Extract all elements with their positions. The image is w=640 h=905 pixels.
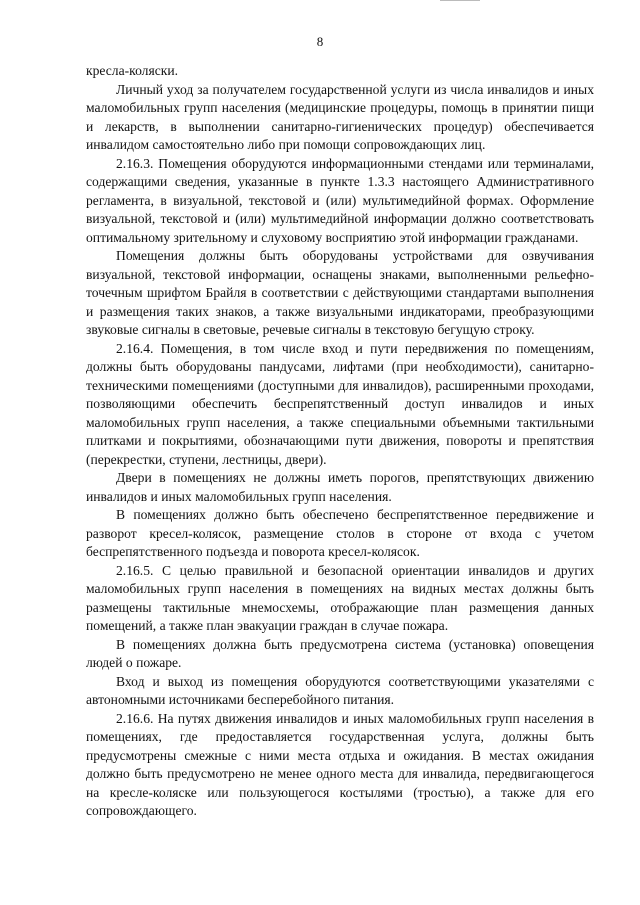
paragraph-2-16-3: 2.16.3. Помещения оборудуются информационными стендами или терминалами, содержащими сведения, указанные в пункте 1.3.3 настоящего Административного регламента, в визуальной, текстовой и (или) мультимедийной формах. Оформление визуальной, текстовой и (или) мультимедийной информации должно соответствовать оптимальному зрительному и слуховому восприятию этой информации гражданами. xyxy=(86,155,594,245)
paragraph: Помещения должны быть оборудованы устройствами для озвучивания визуальной, текстовой информации, оснащены знаками, выполненными рельефно-точечным шрифтом Брайля в соответствии с действующими стандартами выполнения и размещения таких знаков, а также визуальными индикаторами, преобразующими звуковые сигналы в световые, речевые сигналы в текстовую бегущую строку. xyxy=(86,248,594,337)
page-number: 8 xyxy=(316,34,324,49)
paragraph: В помещениях должна быть предусмотрена система (установка) оповещения людей о пожаре. xyxy=(86,636,594,670)
paragraph: Двери в помещениях не должны иметь порогов, препятствующих движению инвалидов и иных маломобильных групп населения. xyxy=(86,470,594,504)
scan-edge-mark xyxy=(440,0,480,1)
paragraph: Вход и выход из помещения оборудуются соответствующими указателями с автономными источниками бесперебойного питания. xyxy=(86,673,594,707)
document-body xyxy=(86,62,594,821)
paragraph: кресла-коляски. xyxy=(86,63,179,78)
paragraph-2-16-5: 2.16.5. С целью правильной и безопасной ориентации инвалидов и других маломобильных групп населения в помещениях на видных местах должны быть размещены тактильные мнемосхемы, отображающие план размещения данных помещений, а также план эвакуации граждан в случае пожара. xyxy=(86,562,594,633)
paragraph-2-16-6: 2.16.6. На путях движения инвалидов и иных маломобильных групп населения в помещениях, где предоставляется государственная услуга, должны быть предусмотрены смежные с ними места отдыха и ожидания. В местах ожидания должно быть предусмотрено не менее одного места для инвалида, передвигающегося на кресле-коляске или пользующегося костылями (тростью), а также для его сопровождающего. xyxy=(86,710,594,818)
paragraph-2-16-4: 2.16.4. Помещения, в том числе вход и пути передвижения по помещениям, должны быть оборудованы пандусами, лифтами (при необходимости), санитарно-техническими помещениями (доступными для инвалидов), расширенными проходами, позволяющими обеспечить беспрепятственный доступ инвалидов и иных маломобильных групп населения, а также специальными объемными тактильными плитками и покрытиями, обозначающими пути движения, повороты и препятствия (перекрестки, ступени, лестницы, двери). xyxy=(86,340,594,467)
paragraph: В помещениях должно быть обеспечено беспрепятственное передвижение и разворот кресел-колясок, размещение столов в стороне от входа с учетом беспрепятственного подъезда и поворота кресел-колясок. xyxy=(86,507,594,559)
paragraph: Личный уход за получателем государственной услуги из числа инвалидов и иных маломобильных групп населения (медицинские процедуры, помощь в принятии пищи и лекарств, в выполнении санитарно-гигиенических процедур) обеспечивается инвалидом самостоятельно либо при помощи сопровождающих лиц. xyxy=(86,81,594,152)
